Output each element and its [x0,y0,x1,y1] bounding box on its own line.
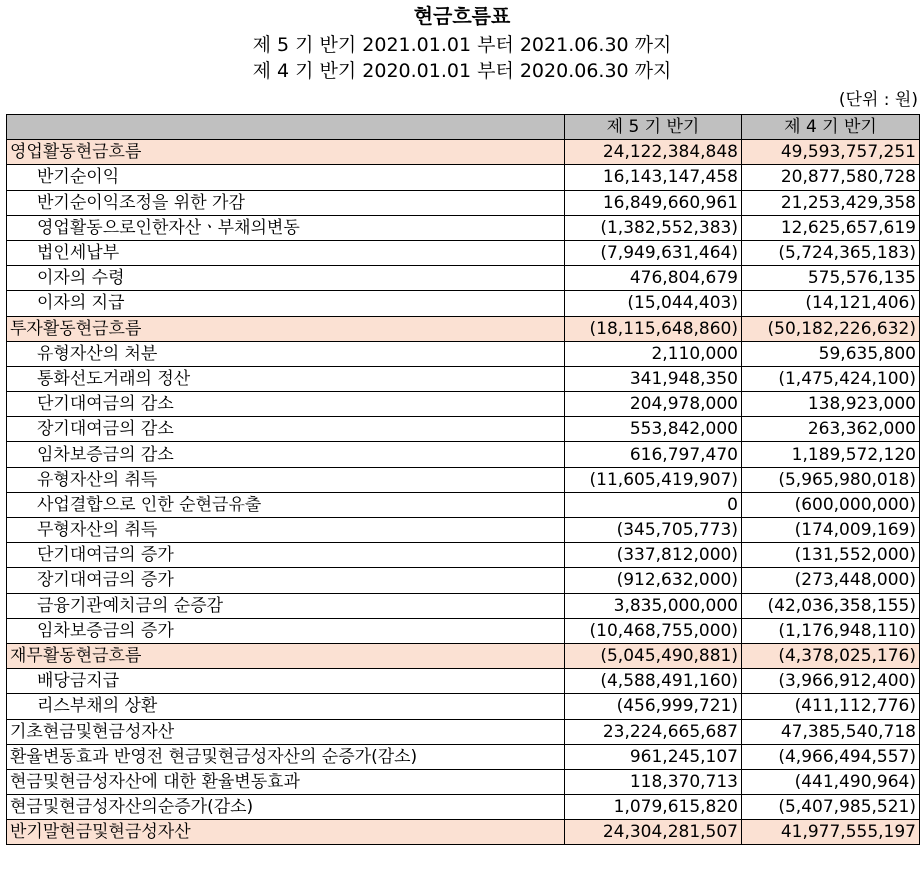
previous-period-value: (441,490,964) [742,769,920,794]
previous-period-value: (273,448,000) [742,568,920,593]
table-row [7,744,920,769]
row-label: 반기순이익조정을 위한 가감 [7,190,565,215]
current-period-value: 16,143,147,458 [565,165,742,190]
header-label-column [7,115,565,140]
table-body [7,140,920,845]
row-label: 법인세납부 [7,240,565,265]
row-label: 이자의 지급 [7,291,565,316]
table-row [7,492,920,517]
previous-period-value: (600,000,000) [742,492,920,517]
row-label: 환율변동효과 반영전 현금및현금성자산의 순증가(감소) [7,744,565,769]
current-period-value: (4,588,491,160) [565,669,742,694]
section-row [7,643,920,668]
row-label: 영업활동현금흐름 [7,140,565,165]
table-row [7,291,920,316]
previous-period-value: 47,385,540,718 [742,719,920,744]
row-label: 임차보증금의 증가 [7,618,565,643]
previous-period-value: (1,475,424,100) [742,366,920,391]
previous-period-value: 21,253,429,358 [742,190,920,215]
previous-period-value: 49,593,757,251 [742,140,920,165]
previous-period-value: (5,965,980,018) [742,467,920,492]
table-row [7,669,920,694]
current-period-value: 341,948,350 [565,366,742,391]
current-period-value: 476,804,679 [565,266,742,291]
table-row [7,240,920,265]
previous-period: 제 4 기 반기 2020.01.01 부터 2020.06.30 까지 [252,60,672,82]
row-label: 기초현금및현금성자산 [7,719,565,744]
table-row [7,442,920,467]
section-row [7,820,920,845]
table-row [7,215,920,240]
row-label: 무형자산의 취득 [7,518,565,543]
table-row [7,769,920,794]
current-period-value: 961,245,107 [565,744,742,769]
current-period-value: (345,705,773) [565,518,742,543]
row-label: 반기말현금및현금성자산 [7,820,565,845]
previous-period-value: (5,724,365,183) [742,240,920,265]
row-label: 현금및현금성자산의순증가(감소) [7,795,565,820]
previous-period-value: 12,625,657,619 [742,215,920,240]
previous-period-value: 1,189,572,120 [742,442,920,467]
previous-period-value: 575,576,135 [742,266,920,291]
table-row [7,543,920,568]
previous-period-value: (1,176,948,110) [742,618,920,643]
header-current-period: 제 5 기 반기 [565,115,742,140]
row-label: 통화선도거래의 정산 [7,366,565,391]
row-label: 이자의 수령 [7,266,565,291]
row-label: 재무활동현금흐름 [7,643,565,668]
row-label: 리스부채의 상환 [7,694,565,719]
current-period-value: (7,949,631,464) [565,240,742,265]
row-label: 단기대여금의 증가 [7,543,565,568]
current-period-value: 553,842,000 [565,417,742,442]
current-period-value: 23,224,665,687 [565,719,742,744]
row-label: 사업결합으로 인한 순현금유출 [7,492,565,517]
row-label: 영업활동으로인한자산ㆍ부채의변동 [7,215,565,240]
table-row [7,165,920,190]
previous-period-value: (131,552,000) [742,543,920,568]
table-row [7,694,920,719]
unit-label: (단위 : 원) [838,90,918,110]
header-previous-period: 제 4 기 반기 [742,115,920,140]
row-label: 유형자산의 취득 [7,467,565,492]
current-period-value: (10,468,755,000) [565,618,742,643]
row-label: 유형자산의 처분 [7,341,565,366]
previous-period-value: (411,112,776) [742,694,920,719]
table-row [7,568,920,593]
table-row [7,417,920,442]
previous-period-value: 263,362,000 [742,417,920,442]
row-label: 배당금지급 [7,669,565,694]
table-row [7,190,920,215]
previous-period-value: (5,407,985,521) [742,795,920,820]
table-header [7,115,920,140]
current-period-value: 0 [565,492,742,517]
row-label: 현금및현금성자산에 대한 환율변동효과 [7,769,565,794]
current-period-value: 24,304,281,507 [565,820,742,845]
row-label: 금융기관예치금의 순증감 [7,593,565,618]
previous-period-value: (4,378,025,176) [742,643,920,668]
table-row [7,341,920,366]
current-period: 제 5 기 반기 2021.01.01 부터 2021.06.30 까지 [252,34,672,56]
previous-period-value: (174,009,169) [742,518,920,543]
current-period-value: 616,797,470 [565,442,742,467]
current-period-value: 1,079,615,820 [565,795,742,820]
current-period-value: (5,045,490,881) [565,643,742,668]
current-period-value: (1,382,552,383) [565,215,742,240]
current-period-value: (18,115,648,860) [565,316,742,341]
current-period-value: (337,812,000) [565,543,742,568]
current-period-value: 3,835,000,000 [565,593,742,618]
current-period-value: (912,632,000) [565,568,742,593]
table-row [7,392,920,417]
row-label: 임차보증금의 감소 [7,442,565,467]
current-period-value: 204,978,000 [565,392,742,417]
table-row [7,366,920,391]
section-row [7,140,920,165]
table-row [7,266,920,291]
previous-period-value: (3,966,912,400) [742,669,920,694]
current-period-value: 16,849,660,961 [565,190,742,215]
current-period-value: (15,044,403) [565,291,742,316]
previous-period-value: (42,036,358,155) [742,593,920,618]
current-period-value: (456,999,721) [565,694,742,719]
current-period-value: (11,605,419,907) [565,467,742,492]
section-row [7,316,920,341]
cash-flow-table [6,114,920,845]
previous-period-value: (50,182,226,632) [742,316,920,341]
header-row [7,115,920,140]
row-label: 반기순이익 [7,165,565,190]
row-label: 장기대여금의 증가 [7,568,565,593]
table-row [7,795,920,820]
row-label: 단기대여금의 감소 [7,392,565,417]
current-period-value: 118,370,713 [565,769,742,794]
table-row [7,593,920,618]
row-label: 투자활동현금흐름 [7,316,565,341]
statement-title: 현금흐름표 [413,4,511,28]
table-row [7,518,920,543]
previous-period-value: (4,966,494,557) [742,744,920,769]
previous-period-value: 138,923,000 [742,392,920,417]
previous-period-value: 59,635,800 [742,341,920,366]
table-row [7,467,920,492]
previous-period-value: 20,877,580,728 [742,165,920,190]
table-row [7,719,920,744]
previous-period-value: 41,977,555,197 [742,820,920,845]
row-label: 장기대여금의 감소 [7,417,565,442]
previous-period-value: (14,121,406) [742,291,920,316]
current-period-value: 2,110,000 [565,341,742,366]
table-row [7,618,920,643]
current-period-value: 24,122,384,848 [565,140,742,165]
